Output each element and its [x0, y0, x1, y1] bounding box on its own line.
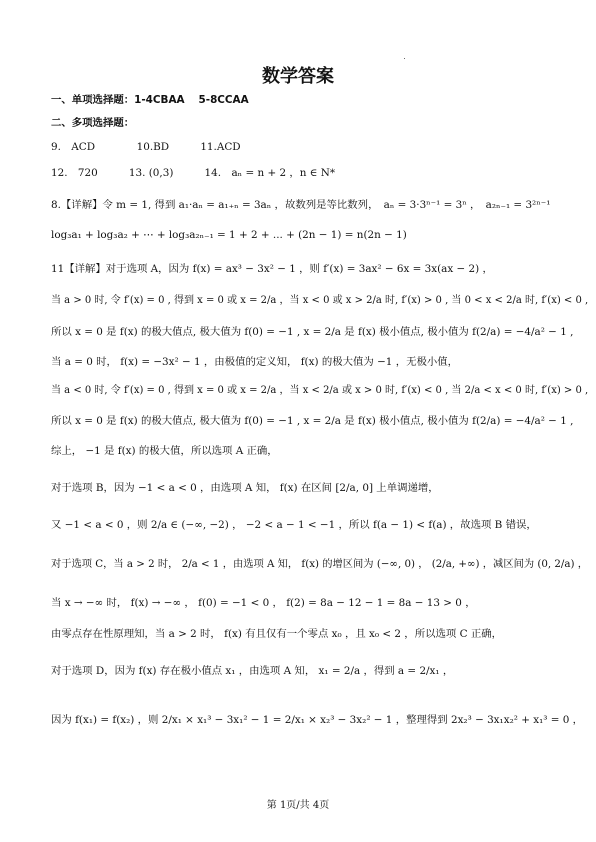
q11-option-b: 对于选项 B，因为 −1 < a < 0 ，由选项 A 知， f(x) 在区间 [2/a, 0] 上单调递增， — [51, 482, 439, 494]
q8-explanation: 8.【详解】令 m = 1, 得到 a₁·aₙ = a₁₊ₙ = 3aₙ ，故数列是等比数列， aₙ = 3·3ⁿ⁻¹ = 3ⁿ ， a₂ₙ₋₁ = 3²ⁿ⁻¹ — [51, 199, 551, 211]
q11-option-d: 对于选项 D，因为 f(x) 存在极小值点 x₁ ，由选项 A 知， x₁ = 2/a ，得到 a = 2/x₁ ， — [51, 665, 454, 677]
page-title: 数学答案 — [262, 66, 334, 87]
q11-a-positive-extrema: 所以 x = 0 是 f(x) 的极大值点, 极大值为 f(0) = −1 , x = 2/a 是 f(x) 极小值点, 极小值为 f(2/a) = −4/a² − 1 , — [51, 326, 574, 338]
q11-intro: 11【详解】对于选项 A，因为 f(x) = ax³ − 3x² − 1 ，则 f′(x) = 3ax² − 6x = 3x(ax − 2) ， — [51, 263, 493, 275]
q11-a-negative-extrema: 所以 x = 0 是 f(x) 的极大值点, 极大值为 f(0) = −1 , x = 2/a 是 f(x) 极小值点, 极小值为 f(2/a) = −4/a² − 1 , — [51, 415, 574, 427]
q11-option-c-limits: 当 x → −∞ 时， f(x) → −∞ ， f(0) = −1 < 0 ， f(2) = 8a − 12 − 1 = 8a − 13 > 0 ， — [51, 597, 476, 609]
answers-9-11: 9. ACD 10.BD 11.ACD — [51, 141, 241, 153]
q11-option-a-conclusion: 综上， −1 是 f(x) 的极大值，所以选项 A 正确， — [51, 445, 278, 457]
q8-log-sum: log₃a₁ + log₃a₂ + ⋯ + log₃a₂ₙ₋₁ = 1 + 2 + ... + (2n − 1) = n(2n − 1) — [51, 229, 407, 241]
q11-option-d-equation: 因为 f(x₁) = f(x₂) ，则 2/x₁ × x₁³ − 3x₁² − 1 = 2/x₁ × x₂³ − 3x₂² − 1 ，整理得到 2x₂³ − 3x₁x₂² + x₁³ = 0 ， — [51, 714, 584, 726]
page-footer: 第 1页/共 4页 — [266, 800, 330, 811]
q11-option-c: 对于选项 C，当 a > 2 时， 2/a < 1 ，由选项 A 知， f(x) 的增区间为 (−∞, 0) ， (2/a, +∞) ，减区间为 (0, 2/a) ， — [51, 558, 589, 570]
q11-a-positive: 当 a > 0 时, 令 f′(x) = 0 , 得到 x = 0 或 x = 2/a ，当 x < 0 或 x > 2/a 时, f′(x) > 0 , 当 0 < x < 2/a 时, f′(x) < 0 , — [51, 294, 589, 306]
q11-option-b-conclusion: 又 −1 < a < 0 ，则 2/a ∈ (−∞, −2) ， −2 < a − 1 < −1 ，所以 f(a − 1) < f(a) ，故选项 B 错误， — [51, 519, 537, 531]
q11-a-negative: 当 a < 0 时, 令 f′(x) = 0 , 得到 x = 0 或 x = 2/a ，当 x < 2/a 或 x > 0 时, f′(x) < 0 , 当 2/a < x < 0 时, f′(x) > 0 , — [51, 384, 589, 396]
answers-12-14: 12. 720 13. (0,3) 14. aₙ = n + 2 ，n ∈ N* — [51, 167, 336, 179]
q11-a-zero: 当 a = 0 时， f(x) = −3x² − 1 ，由极值的定义知， f(x) 的极大值为 −1 ，无极小值， — [51, 356, 459, 368]
scan-speck — [404, 58, 405, 59]
section-single-choice: 一、单项选择题：1-4CBAA 5-8CCAA — [51, 94, 249, 106]
section-multi-choice: 二、多项选择题： — [51, 117, 135, 129]
q11-option-c-conclusion: 由零点存在性原理知，当 a > 2 时， f(x) 有且仅有一个零点 x₀ ，且 x₀ < 2 ，所以选项 C 正确， — [51, 628, 502, 640]
